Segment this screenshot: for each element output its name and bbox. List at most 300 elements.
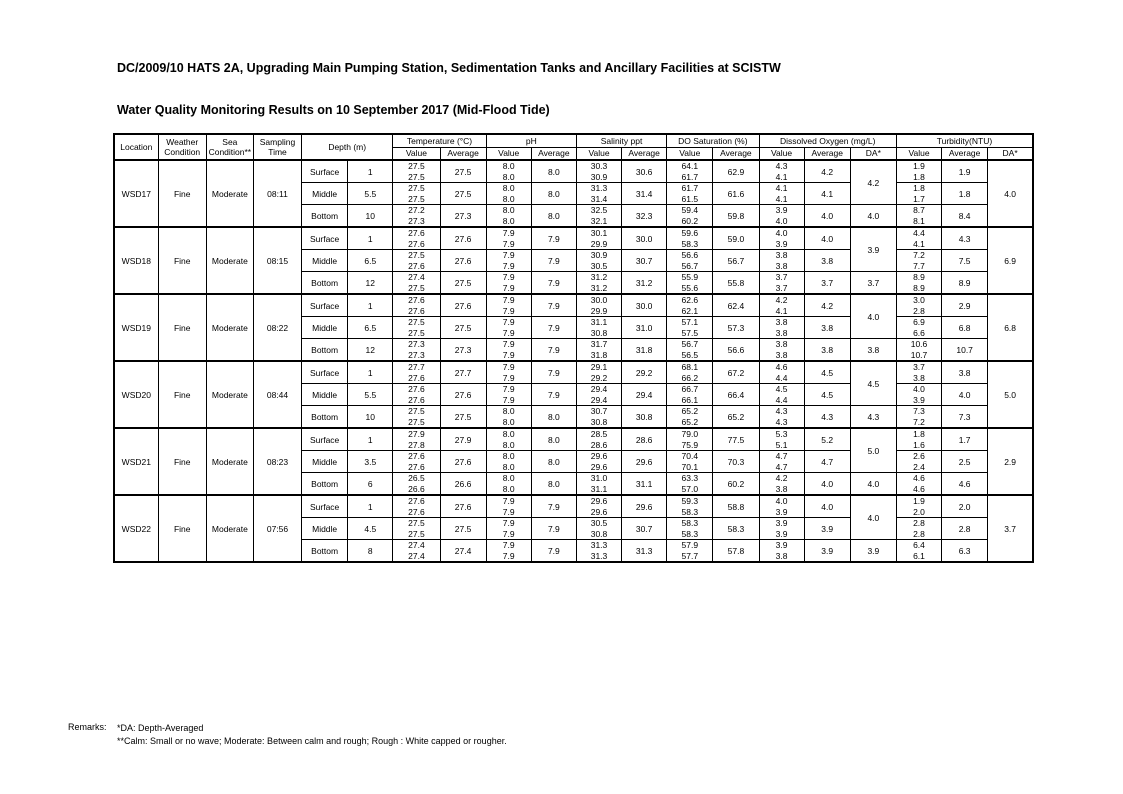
value-line-1: 27.6 bbox=[408, 384, 425, 394]
value-line-2: 27.6 bbox=[408, 394, 425, 405]
value-line-2: 29.6 bbox=[590, 461, 608, 472]
temperature-average-cell: 27.6 bbox=[440, 250, 486, 272]
turbidity-values-cell bbox=[896, 183, 941, 205]
salinity-average-cell: 31.1 bbox=[622, 473, 667, 496]
value-line-2: 8.0 bbox=[502, 439, 515, 450]
depth-label-cell: Bottom bbox=[302, 272, 348, 295]
value-line-2: 2.0 bbox=[913, 506, 925, 517]
do-saturation-values-cell bbox=[667, 183, 713, 205]
temperature-values-cell bbox=[393, 160, 440, 183]
do-saturation-values-cell bbox=[667, 160, 713, 183]
subheader-dosat-average: Average bbox=[713, 147, 759, 160]
value-line-2: 2.8 bbox=[913, 528, 925, 539]
value-line-1: 4.7 bbox=[775, 451, 788, 461]
value-line-2: 8.0 bbox=[502, 416, 515, 427]
col-header-dissolved-oxygen: Dissolved Oxygen (mg/L) bbox=[759, 134, 896, 147]
depth-value-cell: 6 bbox=[348, 473, 393, 496]
do-saturation-average-cell: 57.3 bbox=[713, 317, 759, 339]
turbidity-average-cell: 8.4 bbox=[942, 205, 988, 228]
value-line-2: 31.3 bbox=[590, 550, 608, 561]
ph-values-cell bbox=[486, 250, 531, 272]
value-line-1: 27.5 bbox=[408, 317, 425, 327]
salinity-values-cell bbox=[576, 250, 621, 272]
value-line-1: 59.6 bbox=[681, 228, 699, 238]
do-saturation-average-cell: 65.2 bbox=[713, 406, 759, 429]
value-line-2: 8.9 bbox=[913, 282, 925, 293]
col-header-weather: Weather Condition bbox=[158, 134, 206, 160]
value-line-2: 8.0 bbox=[502, 193, 515, 204]
value-line-1: 4.2 bbox=[775, 473, 788, 483]
ph-values-cell bbox=[486, 160, 531, 183]
dissolved-oxygen-values-cell bbox=[759, 428, 804, 451]
ph-average-cell: 8.0 bbox=[531, 205, 576, 228]
value-line-2: 7.9 bbox=[502, 506, 515, 517]
value-line-1: 4.0 bbox=[913, 384, 925, 394]
temperature-average-cell: 27.5 bbox=[440, 406, 486, 429]
value-line-1: 29.6 bbox=[590, 496, 608, 506]
value-line-1: 4.3 bbox=[775, 406, 788, 416]
do-saturation-values-cell bbox=[667, 227, 713, 250]
value-line-2: 27.6 bbox=[408, 372, 425, 383]
do-saturation-average-cell: 62.9 bbox=[713, 160, 759, 183]
do-saturation-values-cell bbox=[667, 361, 713, 384]
depth-value-cell: 6.5 bbox=[348, 317, 393, 339]
dissolved-oxygen-da-upper-cell: 4.0 bbox=[850, 294, 896, 339]
ph-average-cell: 7.9 bbox=[531, 361, 576, 384]
dissolved-oxygen-average-cell: 4.5 bbox=[804, 384, 850, 406]
report-subtitle: Water Quality Monitoring Results on 10 September 2017 (Mid-Flood Tide) bbox=[117, 103, 550, 117]
salinity-average-cell: 29.6 bbox=[622, 495, 667, 518]
value-line-2: 27.4 bbox=[408, 550, 425, 561]
value-line-2: 1.8 bbox=[913, 171, 925, 182]
depth-label-cell: Surface bbox=[302, 495, 348, 518]
do-saturation-values-cell bbox=[667, 473, 713, 496]
location-cell: WSD19 bbox=[114, 294, 158, 361]
salinity-average-cell: 30.7 bbox=[622, 518, 667, 540]
value-line-1: 4.4 bbox=[913, 228, 925, 238]
value-line-2: 7.9 bbox=[502, 305, 515, 316]
turbidity-values-cell bbox=[896, 384, 941, 406]
temperature-values-cell bbox=[393, 272, 440, 295]
temperature-values-cell bbox=[393, 473, 440, 496]
value-line-1: 31.3 bbox=[590, 540, 608, 550]
subheader-turbidity-value: Value bbox=[896, 147, 941, 160]
salinity-values-cell bbox=[576, 451, 621, 473]
remarks-lines bbox=[117, 722, 507, 748]
value-line-1: 57.1 bbox=[681, 317, 699, 327]
depth-label-cell: Middle bbox=[302, 250, 348, 272]
dissolved-oxygen-average-cell: 3.9 bbox=[804, 518, 850, 540]
document-title: DC/2009/10 HATS 2A, Upgrading Main Pumping Station, Sedimentation Tanks and Ancillary Facilities at SCISTW bbox=[117, 61, 781, 75]
value-line-1: 27.6 bbox=[408, 228, 425, 238]
dissolved-oxygen-da-bottom-cell: 4.3 bbox=[850, 406, 896, 429]
value-line-2: 27.5 bbox=[408, 171, 425, 182]
value-line-1: 27.6 bbox=[408, 451, 425, 461]
value-line-1: 7.9 bbox=[502, 518, 515, 528]
dissolved-oxygen-values-cell bbox=[759, 495, 804, 518]
value-line-2: 27.8 bbox=[408, 439, 425, 450]
value-line-2: 30.8 bbox=[590, 327, 608, 338]
value-line-2: 4.4 bbox=[775, 372, 788, 383]
dissolved-oxygen-values-cell bbox=[759, 339, 804, 362]
value-line-2: 7.9 bbox=[502, 327, 515, 338]
col-header-do-saturation: DO Saturation (%) bbox=[667, 134, 759, 147]
turbidity-average-cell: 8.9 bbox=[942, 272, 988, 295]
dissolved-oxygen-average-cell: 3.7 bbox=[804, 272, 850, 295]
value-line-1: 79.0 bbox=[681, 429, 699, 439]
value-line-2: 4.3 bbox=[775, 416, 788, 427]
do-saturation-average-cell: 77.5 bbox=[713, 428, 759, 451]
weather-condition-cell: Fine bbox=[158, 495, 206, 562]
value-line-1: 8.0 bbox=[502, 429, 515, 439]
value-line-1: 4.3 bbox=[775, 161, 788, 171]
salinity-average-cell: 28.6 bbox=[622, 428, 667, 451]
value-line-2: 27.5 bbox=[408, 327, 425, 338]
turbidity-values-cell bbox=[896, 406, 941, 429]
depth-row-surface bbox=[114, 160, 1033, 183]
value-line-2: 27.3 bbox=[408, 349, 425, 360]
value-line-2: 31.4 bbox=[590, 193, 608, 204]
ph-values-cell bbox=[486, 317, 531, 339]
depth-label-cell: Bottom bbox=[302, 406, 348, 429]
weather-condition-cell: Fine bbox=[158, 160, 206, 227]
turbidity-average-cell: 6.8 bbox=[942, 317, 988, 339]
ph-average-cell: 7.9 bbox=[531, 227, 576, 250]
value-line-2: 31.1 bbox=[590, 483, 608, 494]
value-line-2: 61.7 bbox=[681, 171, 699, 182]
value-line-1: 55.9 bbox=[681, 272, 699, 282]
value-line-2: 56.7 bbox=[681, 260, 699, 271]
subheader-do-average: Average bbox=[804, 147, 850, 160]
col-header-sea: Sea Condition** bbox=[206, 134, 253, 160]
value-line-1: 3.0 bbox=[913, 295, 925, 305]
value-line-1: 7.9 bbox=[502, 339, 515, 349]
turbidity-values-cell bbox=[896, 339, 941, 362]
depth-value-cell: 1 bbox=[348, 495, 393, 518]
salinity-values-cell bbox=[576, 317, 621, 339]
depth-label-cell: Surface bbox=[302, 227, 348, 250]
salinity-average-cell: 29.4 bbox=[622, 384, 667, 406]
ph-average-cell: 7.9 bbox=[531, 250, 576, 272]
value-line-2: 3.8 bbox=[775, 550, 788, 561]
value-line-2: 29.6 bbox=[590, 506, 608, 517]
dissolved-oxygen-average-cell: 3.8 bbox=[804, 250, 850, 272]
ph-average-cell: 7.9 bbox=[531, 317, 576, 339]
value-line-2: 56.5 bbox=[681, 349, 699, 360]
value-line-2: 27.6 bbox=[408, 260, 425, 271]
value-line-2: 31.8 bbox=[590, 349, 608, 360]
do-saturation-average-cell: 58.8 bbox=[713, 495, 759, 518]
subheader-temp-average: Average bbox=[440, 147, 486, 160]
weather-condition-cell: Fine bbox=[158, 361, 206, 428]
temperature-average-cell: 27.5 bbox=[440, 518, 486, 540]
dissolved-oxygen-values-cell bbox=[759, 540, 804, 563]
depth-row-surface bbox=[114, 361, 1033, 384]
value-line-1: 1.8 bbox=[913, 183, 925, 193]
value-line-1: 64.1 bbox=[681, 161, 699, 171]
sea-condition-cell: Moderate bbox=[206, 227, 253, 294]
value-line-1: 30.9 bbox=[590, 250, 608, 260]
value-line-1: 28.5 bbox=[590, 429, 608, 439]
depth-label-cell: Surface bbox=[302, 160, 348, 183]
subheader-turbidity-da: DA* bbox=[988, 147, 1033, 160]
temperature-values-cell bbox=[393, 495, 440, 518]
ph-average-cell: 7.9 bbox=[531, 384, 576, 406]
dissolved-oxygen-values-cell bbox=[759, 384, 804, 406]
value-line-1: 27.9 bbox=[408, 429, 425, 439]
do-saturation-values-cell bbox=[667, 384, 713, 406]
temperature-values-cell bbox=[393, 361, 440, 384]
dissolved-oxygen-average-cell: 3.8 bbox=[804, 317, 850, 339]
value-line-2: 28.6 bbox=[590, 439, 608, 450]
depth-label-cell: Bottom bbox=[302, 473, 348, 496]
turbidity-values-cell bbox=[896, 272, 941, 295]
value-line-2: 66.2 bbox=[681, 372, 699, 383]
col-header-depth: Depth (m) bbox=[302, 134, 393, 160]
value-line-2: 3.8 bbox=[775, 327, 788, 338]
depth-value-cell: 5.5 bbox=[348, 384, 393, 406]
value-line-2: 27.6 bbox=[408, 461, 425, 472]
dissolved-oxygen-average-cell: 4.5 bbox=[804, 361, 850, 384]
water-quality-table bbox=[113, 133, 1034, 563]
depth-label-cell: Middle bbox=[302, 518, 348, 540]
temperature-average-cell: 27.6 bbox=[440, 384, 486, 406]
value-line-2: 6.1 bbox=[913, 550, 925, 561]
value-line-1: 30.1 bbox=[590, 228, 608, 238]
turbidity-da-cell: 5.0 bbox=[988, 361, 1033, 428]
value-line-1: 7.9 bbox=[502, 540, 515, 550]
value-line-1: 27.4 bbox=[408, 540, 425, 550]
ph-average-cell: 7.9 bbox=[531, 518, 576, 540]
do-saturation-values-cell bbox=[667, 272, 713, 295]
ph-average-cell: 8.0 bbox=[531, 473, 576, 496]
value-line-1: 27.5 bbox=[408, 183, 425, 193]
depth-value-cell: 6.5 bbox=[348, 250, 393, 272]
value-line-1: 27.5 bbox=[408, 406, 425, 416]
value-line-1: 8.0 bbox=[502, 406, 515, 416]
salinity-average-cell: 31.4 bbox=[622, 183, 667, 205]
turbidity-da-cell: 3.7 bbox=[988, 495, 1033, 562]
value-line-1: 31.1 bbox=[590, 317, 608, 327]
subheader-do-value: Value bbox=[759, 147, 804, 160]
dissolved-oxygen-values-cell bbox=[759, 160, 804, 183]
do-saturation-values-cell bbox=[667, 518, 713, 540]
do-saturation-values-cell bbox=[667, 495, 713, 518]
ph-values-cell bbox=[486, 205, 531, 228]
temperature-values-cell bbox=[393, 451, 440, 473]
value-line-1: 8.9 bbox=[913, 272, 925, 282]
salinity-average-cell: 30.0 bbox=[622, 227, 667, 250]
value-line-2: 1.7 bbox=[913, 193, 925, 204]
ph-values-cell bbox=[486, 406, 531, 429]
turbidity-average-cell: 1.7 bbox=[942, 428, 988, 451]
temperature-average-cell: 27.5 bbox=[440, 272, 486, 295]
dissolved-oxygen-average-cell: 4.3 bbox=[804, 406, 850, 429]
value-line-2: 27.6 bbox=[408, 305, 425, 316]
temperature-average-cell: 27.5 bbox=[440, 183, 486, 205]
value-line-2: 2.8 bbox=[913, 305, 925, 316]
value-line-1: 4.5 bbox=[775, 384, 788, 394]
value-line-1: 62.6 bbox=[681, 295, 699, 305]
salinity-average-cell: 30.0 bbox=[622, 294, 667, 317]
value-line-2: 3.8 bbox=[775, 483, 788, 494]
turbidity-average-cell: 3.8 bbox=[942, 361, 988, 384]
salinity-values-cell bbox=[576, 518, 621, 540]
value-line-2: 29.9 bbox=[590, 238, 608, 249]
dissolved-oxygen-average-cell: 3.8 bbox=[804, 339, 850, 362]
value-line-2: 57.7 bbox=[681, 550, 699, 561]
value-line-2: 31.2 bbox=[590, 282, 608, 293]
value-line-2: 7.9 bbox=[502, 528, 515, 539]
turbidity-da-cell: 6.9 bbox=[988, 227, 1033, 294]
value-line-2: 58.3 bbox=[681, 238, 699, 249]
value-line-2: 27.6 bbox=[408, 238, 425, 249]
dissolved-oxygen-values-cell bbox=[759, 317, 804, 339]
value-line-1: 8.0 bbox=[502, 205, 515, 215]
dissolved-oxygen-da-upper-cell: 4.2 bbox=[850, 160, 896, 205]
value-line-1: 59.4 bbox=[681, 205, 699, 215]
value-line-2: 2.4 bbox=[913, 461, 925, 472]
dissolved-oxygen-average-cell: 4.0 bbox=[804, 473, 850, 496]
depth-label-cell: Bottom bbox=[302, 205, 348, 228]
do-saturation-values-cell bbox=[667, 294, 713, 317]
do-saturation-average-cell: 62.4 bbox=[713, 294, 759, 317]
remarks bbox=[68, 722, 507, 748]
value-line-1: 7.9 bbox=[502, 228, 515, 238]
salinity-average-cell: 30.7 bbox=[622, 250, 667, 272]
value-line-2: 7.9 bbox=[502, 238, 515, 249]
value-line-2: 30.8 bbox=[590, 416, 608, 427]
value-line-2: 7.9 bbox=[502, 372, 515, 383]
value-line-2: 4.1 bbox=[775, 193, 788, 204]
value-line-1: 58.3 bbox=[681, 518, 699, 528]
sea-condition-cell: Moderate bbox=[206, 361, 253, 428]
salinity-values-cell bbox=[576, 339, 621, 362]
salinity-values-cell bbox=[576, 428, 621, 451]
value-line-2: 4.6 bbox=[913, 483, 925, 494]
temperature-values-cell bbox=[393, 406, 440, 429]
dissolved-oxygen-values-cell bbox=[759, 272, 804, 295]
temperature-average-cell: 27.5 bbox=[440, 317, 486, 339]
salinity-average-cell: 29.2 bbox=[622, 361, 667, 384]
value-line-2: 27.3 bbox=[408, 215, 425, 226]
dissolved-oxygen-average-cell: 4.0 bbox=[804, 227, 850, 250]
turbidity-values-cell bbox=[896, 160, 941, 183]
value-line-2: 4.1 bbox=[775, 305, 788, 316]
value-line-2: 8.0 bbox=[502, 483, 515, 494]
value-line-2: 3.9 bbox=[775, 528, 788, 539]
value-line-1: 27.4 bbox=[408, 272, 425, 282]
value-line-1: 4.0 bbox=[775, 496, 788, 506]
turbidity-average-cell: 7.3 bbox=[942, 406, 988, 429]
value-line-2: 7.2 bbox=[913, 416, 925, 427]
remark-sea-condition-definition: **Calm: Small or no wave; Moderate: Between calm and rough; Rough : White capped or rougher. bbox=[117, 736, 507, 746]
turbidity-values-cell bbox=[896, 451, 941, 473]
value-line-2: 8.0 bbox=[502, 215, 515, 226]
value-line-1: 1.9 bbox=[913, 496, 925, 506]
turbidity-values-cell bbox=[896, 317, 941, 339]
temperature-values-cell bbox=[393, 428, 440, 451]
turbidity-da-cell: 2.9 bbox=[988, 428, 1033, 495]
value-line-1: 2.6 bbox=[913, 451, 925, 461]
depth-label-cell: Middle bbox=[302, 183, 348, 205]
value-line-1: 10.6 bbox=[910, 339, 928, 349]
value-line-1: 56.7 bbox=[681, 339, 699, 349]
depth-row-surface bbox=[114, 227, 1033, 250]
col-header-salinity: Salinity ppt bbox=[576, 134, 666, 147]
sea-condition-cell: Moderate bbox=[206, 495, 253, 562]
turbidity-average-cell: 2.0 bbox=[942, 495, 988, 518]
value-line-1: 29.6 bbox=[590, 451, 608, 461]
salinity-values-cell bbox=[576, 160, 621, 183]
value-line-2: 27.5 bbox=[408, 193, 425, 204]
do-saturation-values-cell bbox=[667, 250, 713, 272]
value-line-2: 30.8 bbox=[590, 528, 608, 539]
value-line-1: 27.6 bbox=[408, 496, 425, 506]
sampling-time-cell: 08:11 bbox=[253, 160, 301, 227]
do-saturation-average-cell: 67.2 bbox=[713, 361, 759, 384]
value-line-1: 31.7 bbox=[590, 339, 608, 349]
subheader-salinity-value: Value bbox=[576, 147, 621, 160]
col-header-location: Location bbox=[114, 134, 158, 160]
value-line-2: 65.2 bbox=[681, 416, 699, 427]
depth-label-cell: Middle bbox=[302, 451, 348, 473]
salinity-values-cell bbox=[576, 384, 621, 406]
do-saturation-average-cell: 61.6 bbox=[713, 183, 759, 205]
depth-label-cell: Surface bbox=[302, 294, 348, 317]
do-saturation-average-cell: 60.2 bbox=[713, 473, 759, 496]
value-line-2: 55.6 bbox=[681, 282, 699, 293]
sampling-time-cell: 07:56 bbox=[253, 495, 301, 562]
value-line-1: 56.6 bbox=[681, 250, 699, 260]
value-line-1: 27.5 bbox=[408, 518, 425, 528]
turbidity-average-cell: 1.9 bbox=[942, 160, 988, 183]
weather-condition-cell: Fine bbox=[158, 227, 206, 294]
value-line-1: 8.0 bbox=[502, 451, 515, 461]
value-line-1: 57.9 bbox=[681, 540, 699, 550]
depth-value-cell: 10 bbox=[348, 406, 393, 429]
temperature-average-cell: 27.5 bbox=[440, 160, 486, 183]
value-line-1: 31.0 bbox=[590, 473, 608, 483]
dissolved-oxygen-values-cell bbox=[759, 250, 804, 272]
ph-values-cell bbox=[486, 183, 531, 205]
depth-value-cell: 12 bbox=[348, 339, 393, 362]
ph-average-cell: 7.9 bbox=[531, 495, 576, 518]
salinity-average-cell: 31.3 bbox=[622, 540, 667, 563]
do-saturation-average-cell: 58.3 bbox=[713, 518, 759, 540]
value-line-1: 30.0 bbox=[590, 295, 608, 305]
value-line-1: 6.4 bbox=[913, 540, 925, 550]
value-line-2: 8.0 bbox=[502, 171, 515, 182]
dissolved-oxygen-values-cell bbox=[759, 406, 804, 429]
value-line-2: 60.2 bbox=[681, 215, 699, 226]
ph-values-cell bbox=[486, 227, 531, 250]
dissolved-oxygen-average-cell: 4.2 bbox=[804, 294, 850, 317]
depth-value-cell: 1 bbox=[348, 361, 393, 384]
temperature-average-cell: 27.6 bbox=[440, 294, 486, 317]
value-line-2: 4.7 bbox=[775, 461, 788, 472]
value-line-1: 3.7 bbox=[913, 362, 925, 372]
value-line-2: 62.1 bbox=[681, 305, 699, 316]
value-line-1: 31.2 bbox=[590, 272, 608, 282]
dissolved-oxygen-values-cell bbox=[759, 451, 804, 473]
salinity-values-cell bbox=[576, 473, 621, 496]
value-line-1: 32.5 bbox=[590, 205, 608, 215]
ph-values-cell bbox=[486, 518, 531, 540]
depth-row-surface bbox=[114, 495, 1033, 518]
ph-average-cell: 8.0 bbox=[531, 183, 576, 205]
temperature-average-cell: 27.3 bbox=[440, 205, 486, 228]
